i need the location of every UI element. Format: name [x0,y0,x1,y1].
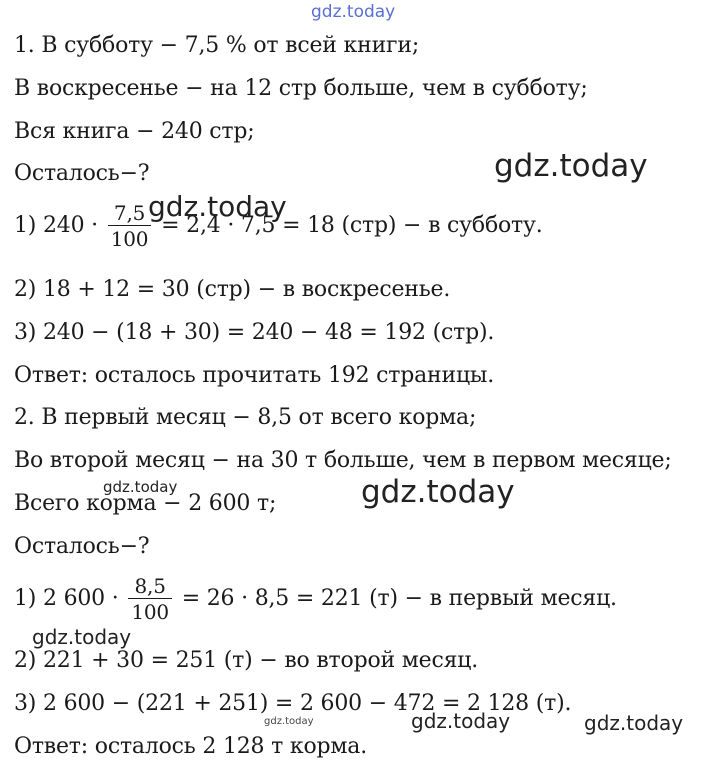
problem1-step2: 2) 18 + 12 = 30 (стр) − в воскресенье. [14,277,451,302]
watermark-bottom-center: gdz.today [411,709,511,733]
problem2-given-second-month: Во второй месяц − на 30 т больше, чем в первом месяце; [14,448,672,473]
problem2-step2: 2) 221 + 30 = 251 (т) − во второй месяц. [14,648,479,673]
watermark-right-1: gdz.today [494,148,648,184]
problem2-fraction-numerator: 8,5 [128,576,172,599]
watermark-tiny: gdz.today [264,716,314,727]
problem1-answer: Ответ: осталось прочитать 192 страницы. [14,363,495,388]
watermark-bottom-right: gdz.today [584,711,684,735]
problem2-step1-suffix: = 26 · 8,5 = 221 (т) − в первый месяц. [181,586,617,611]
problem2-question: Осталось−? [14,534,150,559]
problem2-step1 [14,576,617,622]
problem2-fraction [128,576,172,622]
problem1-fraction-denominator: 100 [110,227,149,251]
watermark-left: gdz.today [32,625,132,649]
watermark-top: gdz.today [311,2,396,22]
problem2-given-total: Всего корма − 2 600 т; [14,491,277,516]
problem1-step1-suffix: = 2,4 · 7,5 = 18 (стр) − в субботу. [161,213,543,238]
problem1-step3: 3) 240 − (18 + 30) = 240 − 48 = 192 (стр). [14,320,495,345]
problem1-given-saturday: 1. В субботу − 7,5 % от всей книги; [14,33,420,58]
problem2-step3: 3) 2 600 − (221 + 251) = 2 600 − 472 = 2 128 (т). [14,691,572,716]
problem2-given-first-month: 2. В первый месяц − 8,5 от всего корма; [14,405,477,430]
watermark-small-left: gdz.today [103,478,178,496]
problem1-given-sunday: В воскресенье − на 12 стр больше, чем в субботу; [14,76,588,101]
problem2-answer: Ответ: осталось 2 128 т корма. [14,734,367,759]
problem2-fraction-denominator: 100 [131,600,169,624]
problem1-step1-prefix: 1) 240 · [14,213,98,238]
problem1-question: Осталось−? [14,161,150,186]
problem1-fraction-numerator: 7,5 [108,203,152,226]
watermark-fraction-1: gdz.today [148,190,287,223]
problem1-given-total: Вся книга − 240 стр; [14,119,255,144]
problem2-step1-prefix: 1) 2 600 · [14,586,119,611]
problem1-fraction [108,203,152,249]
watermark-center: gdz.today [361,474,515,510]
